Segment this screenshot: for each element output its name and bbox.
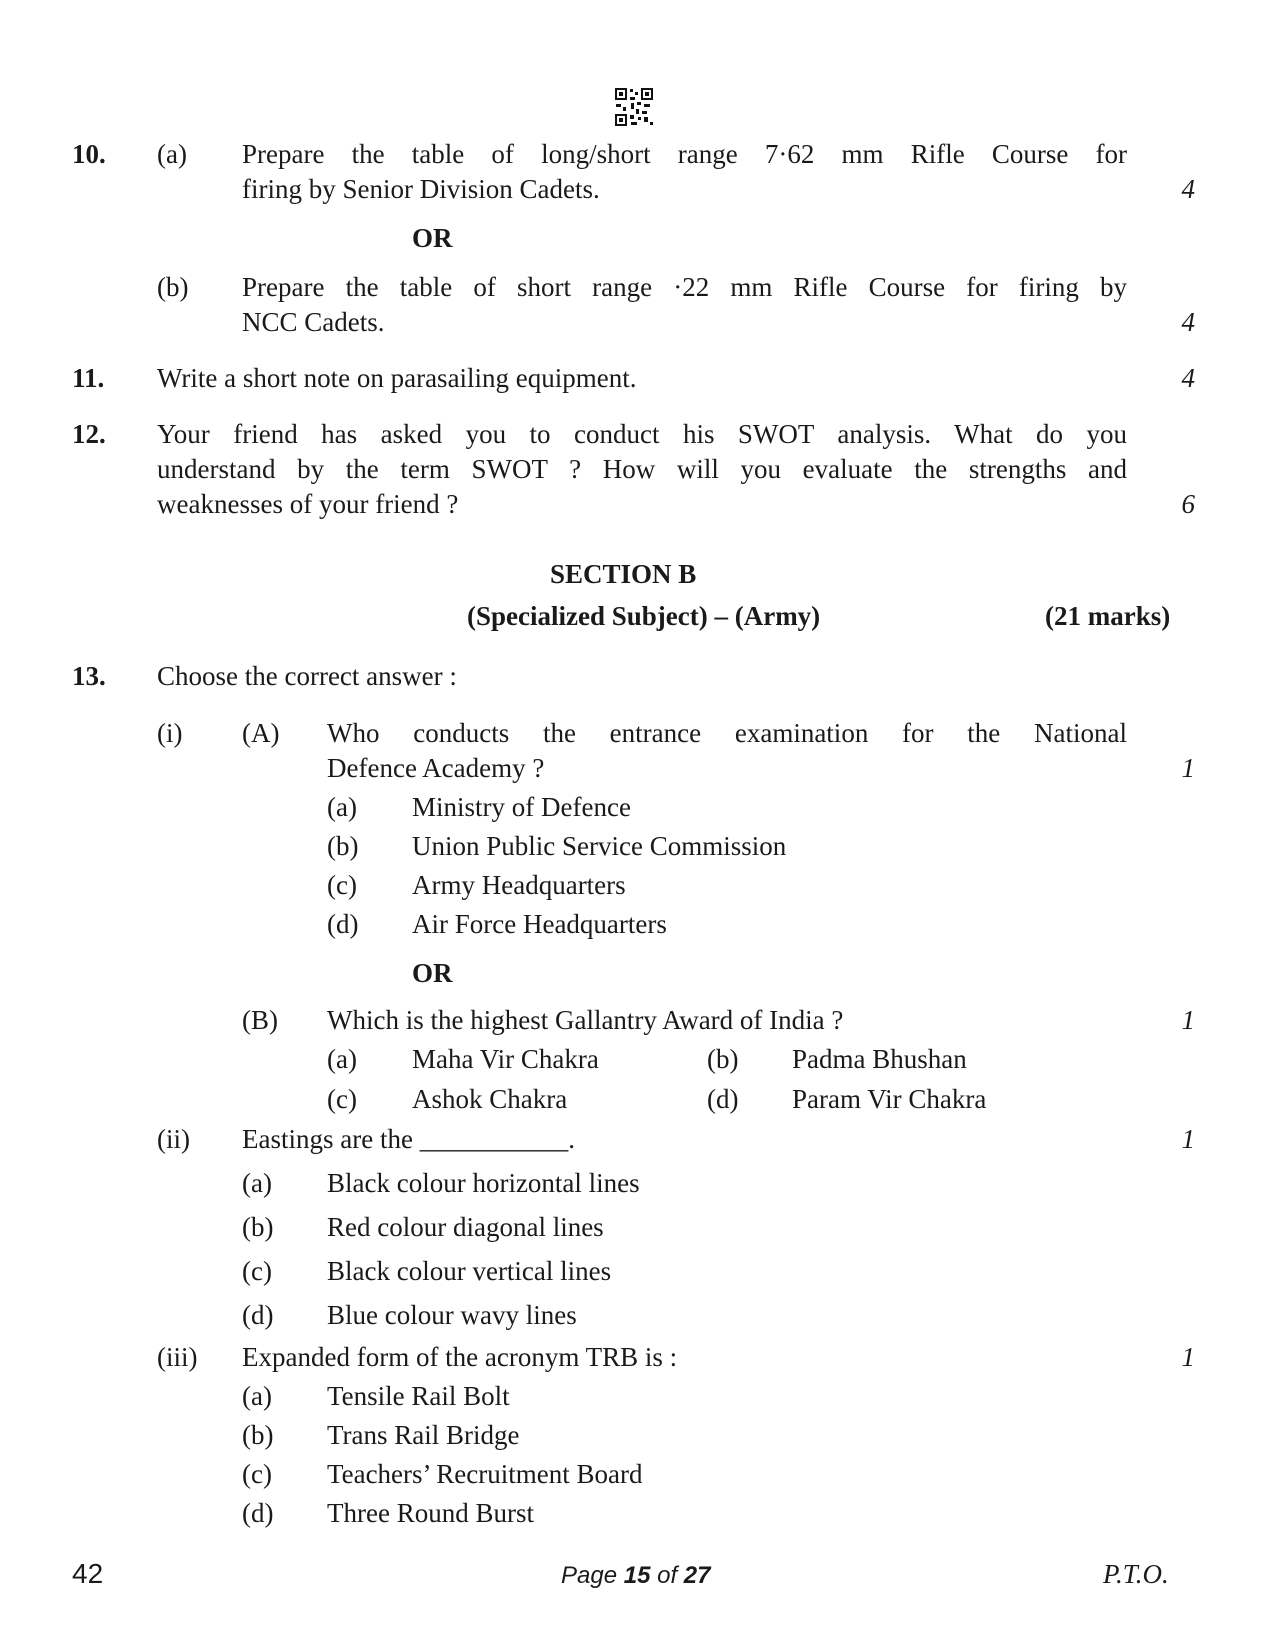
q13-i-A-option-c-label: (c): [327, 870, 357, 900]
q13-ii-option-d-label: (d): [242, 1300, 274, 1330]
q13-iii-label: (iii): [157, 1342, 198, 1372]
q13-i-A-option-a-text: Ministry of Defence: [412, 792, 631, 822]
q13-iii-option-d-text: Three Round Burst: [327, 1498, 534, 1528]
qr-code: [614, 87, 654, 127]
q10-b-label: (b): [157, 272, 189, 302]
q13-i-B-option-a-label: (a): [327, 1044, 357, 1074]
q13-ii-option-c-label: (c): [242, 1256, 272, 1286]
page-total: 27: [683, 1562, 711, 1589]
page-of: of: [650, 1562, 684, 1589]
q13-iii-option-d-label: (d): [242, 1498, 274, 1528]
q10-b-text-line2: NCC Cadets.: [242, 307, 385, 337]
q13-i-B-option-a-text: Maha Vir Chakra: [412, 1044, 599, 1074]
q13-i-A-text-line1: Who conducts the entrance examination for the National: [327, 718, 1127, 748]
q13-i-A-option-d-text: Air Force Headquarters: [412, 909, 667, 939]
q13-iii-option-a-label: (a): [242, 1381, 272, 1411]
q13-i-A-label: (A): [242, 718, 280, 748]
section-marks: (21 marks): [1045, 601, 1171, 631]
q13-i-B-marks: 1: [1181, 1005, 1195, 1035]
q13-ii-label: (ii): [157, 1124, 190, 1154]
q13-iii-option-c-text: Teachers’ Recruitment Board: [327, 1459, 643, 1489]
q11-marks: 4: [1181, 363, 1195, 393]
page-number: [561, 1559, 710, 1593]
q13-ii-marks: 1: [1181, 1124, 1195, 1154]
q13-i-A-text-line2: Defence Academy ?: [327, 753, 545, 783]
q13-iii-text: Expanded form of the acronym TRB is :: [242, 1342, 678, 1372]
q13-i-A-option-b-text: Union Public Service Commission: [412, 831, 787, 861]
page-current: 15: [623, 1562, 651, 1589]
q13-i-B-option-d-label: (d): [707, 1084, 739, 1114]
q13-ii-option-b-label: (b): [242, 1212, 274, 1242]
q11-number: 11.: [72, 363, 105, 393]
q13-i-A-option-a-label: (a): [327, 792, 357, 822]
q12-text-line1: Your friend has asked you to conduct his SWOT analysis. What do you: [157, 419, 1127, 449]
q13-i-label: (i): [157, 718, 183, 748]
q13-number: 13.: [72, 661, 106, 691]
q10-a-text-line2: firing by Senior Division Cadets.: [242, 174, 600, 204]
q13-i-B-option-b-text: Padma Bhushan: [792, 1044, 967, 1074]
section-subtitle: (Specialized Subject) – (Army): [467, 601, 821, 631]
q10-b-text-line1: Prepare the table of short range ·22 mm Rifle Course for firing by: [242, 272, 1127, 302]
q13-iii-option-c-label: (c): [242, 1459, 272, 1489]
q13-iii-marks: 1: [1181, 1342, 1195, 1372]
q10-number: 10.: [72, 139, 106, 169]
q12-text-line2: understand by the term SWOT ? How will you evaluate the strengths and: [157, 454, 1127, 484]
q13-ii-option-d-text: Blue colour wavy lines: [327, 1300, 577, 1330]
paper-code: 42: [72, 1558, 104, 1589]
page-prefix: Page: [561, 1562, 624, 1589]
q13-iii-option-b-label: (b): [242, 1420, 274, 1450]
q10-a-text-line1: Prepare the table of long/short range 7·62 mm Rifle Course for: [242, 139, 1127, 169]
q13-ii-text: Eastings are the ___________.: [242, 1124, 575, 1154]
section-title: SECTION B: [550, 559, 697, 589]
q13-ii-option-b-text: Red colour diagonal lines: [327, 1212, 604, 1242]
q10-b-marks: 4: [1181, 307, 1195, 337]
q10-or: OR: [412, 223, 453, 253]
q12-text-line3: weaknesses of your friend ?: [157, 489, 459, 519]
q13-instruction: Choose the correct answer :: [157, 661, 457, 691]
q11-text: Write a short note on parasailing equipment.: [157, 363, 637, 393]
q13-iii-option-b-text: Trans Rail Bridge: [327, 1420, 520, 1450]
q10-a-label: (a): [157, 139, 187, 169]
q13-i-B-text: Which is the highest Gallantry Award of India ?: [327, 1005, 844, 1035]
q13-i-or: OR: [412, 958, 453, 988]
q13-i-B-option-b-label: (b): [707, 1044, 739, 1074]
q13-i-B-label: (B): [242, 1005, 278, 1035]
q12-number: 12.: [72, 419, 106, 449]
pto-label: P.T.O.: [1103, 1559, 1169, 1589]
q13-ii-option-a-label: (a): [242, 1168, 272, 1198]
q10-a-marks: 4: [1181, 174, 1195, 204]
q13-i-B-option-c-text: Ashok Chakra: [412, 1084, 568, 1114]
q13-ii-option-c-text: Black colour vertical lines: [327, 1256, 612, 1286]
q13-i-B-option-d-text: Param Vir Chakra: [792, 1084, 987, 1114]
q13-i-A-option-c-text: Army Headquarters: [412, 870, 626, 900]
q13-i-B-option-c-label: (c): [327, 1084, 357, 1114]
q13-ii-option-a-text: Black colour horizontal lines: [327, 1168, 640, 1198]
q12-marks: 6: [1181, 489, 1195, 519]
q13-iii-option-a-text: Tensile Rail Bolt: [327, 1381, 510, 1411]
q13-i-A-option-b-label: (b): [327, 831, 359, 861]
q13-i-A-option-d-label: (d): [327, 909, 359, 939]
q13-i-A-marks: 1: [1181, 753, 1195, 783]
